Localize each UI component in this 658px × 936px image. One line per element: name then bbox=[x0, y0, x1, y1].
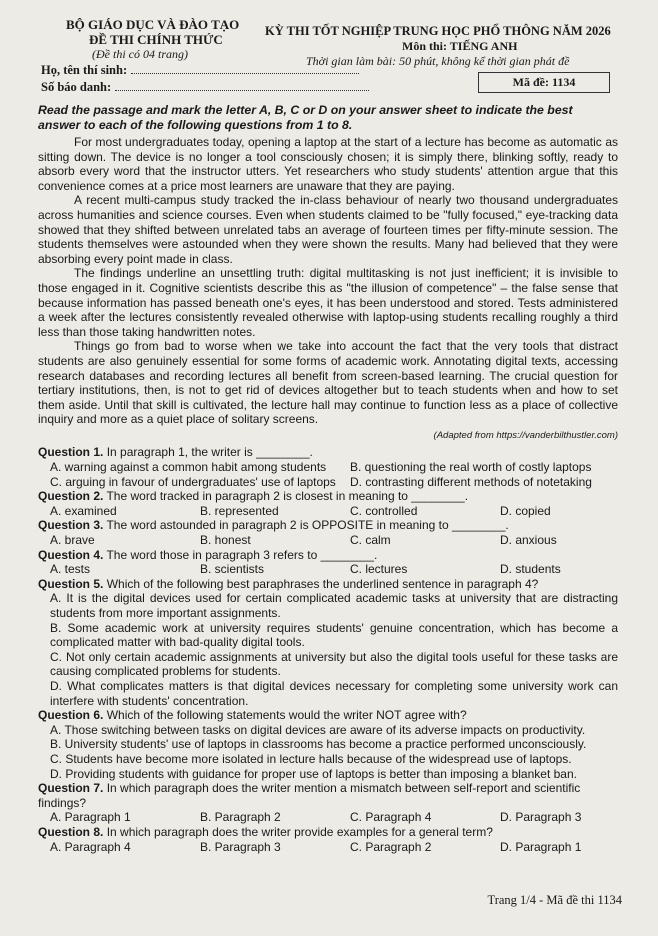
question-number: Question 5. bbox=[38, 576, 104, 591]
option-d: D. contrasting different methods of notetaking bbox=[350, 474, 592, 489]
question-6 bbox=[38, 708, 618, 781]
option-d: D. Paragraph 3 bbox=[500, 810, 582, 825]
option-b: B. University students' use of laptops in classrooms has become a practice performed unconsciously. bbox=[50, 737, 587, 752]
passage-paragraph-4: Things go from bad to worse when we take into account the fact that the very tools that distract students are also genuinely essential for some forms of academic work. Annotating digital texts, accessing research databases and recording lectures all benefit from screen-based learning. The crucial question for tertiary institutions, then, is not to get rid of devices altogether but to teach students when and how to set them aside. Until that skill is cultivated, the lecture hall may continue to function less as a place of collective inquiry and more as a quiet place of solitary screens. bbox=[38, 339, 618, 427]
question-stem: Which of the following statements would the writer NOT agree with? bbox=[106, 708, 467, 723]
passage-paragraph-3: The findings underline an unsettling truth: digital multitasking is not just inefficient; it is invisible to those engaged in it. Cognitive scientists describe this as "the illusion of competence" – the false sense that because information has passed beneath one's eyes, it has been understood and stored. Tests administered a week after the lectures consistently revealed otherwise with laptop-using students recalling roughly a third less than those taking handwritten notes. bbox=[38, 266, 618, 339]
id-label: Số báo danh: bbox=[41, 80, 112, 94]
option-b: B. represented bbox=[200, 503, 279, 518]
option-d: D. copied bbox=[500, 503, 551, 518]
option-d: D. students bbox=[500, 562, 561, 577]
option-c: C. lectures bbox=[350, 562, 408, 577]
option-c: C. Paragraph 2 bbox=[350, 839, 432, 854]
option-a: A. tests bbox=[50, 562, 91, 577]
option-a: A. Paragraph 1 bbox=[50, 810, 131, 825]
option-a: A. It is the digital devices used for certain complicated academic tasks at university that are distracting students from more important assignments. bbox=[50, 591, 618, 620]
question-stem: The word astounded in paragraph 2 is OPPOSITE in meaning to ________. bbox=[106, 518, 509, 533]
question-number: Question 1. bbox=[38, 445, 104, 460]
option-b: B. Paragraph 3 bbox=[200, 839, 281, 854]
option-a: A. Those switching between tasks on digital devices are aware of its adverse impacts on productivity. bbox=[50, 722, 586, 737]
instruction: Read the passage and mark the letter A, B, C or D on your answer sheet to indicate the best answer to each of the following questions from 1 to 8. bbox=[38, 103, 573, 132]
option-a: A. brave bbox=[50, 533, 95, 548]
question-stem: In paragraph 1, the writer is ________. bbox=[106, 445, 313, 460]
page-footer: Trang 1/4 - Mã đề thi 1134 bbox=[487, 893, 622, 907]
options bbox=[50, 460, 618, 489]
question-stem: The word tracked in paragraph 2 is closest in meaning to ________. bbox=[106, 489, 469, 504]
options bbox=[50, 840, 618, 855]
exam-header bbox=[0, 0, 658, 100]
option-c: C. Paragraph 4 bbox=[350, 810, 432, 825]
option-a: A. Paragraph 4 bbox=[50, 839, 131, 854]
exam-title: KỲ THI TỐT NGHIỆP TRUNG HỌC PHỔ THÔNG NĂM 2026 bbox=[265, 24, 611, 38]
option-b: B. scientists bbox=[200, 562, 265, 577]
name-label: Họ, tên thí sinh: bbox=[41, 63, 128, 77]
question-5 bbox=[38, 577, 618, 708]
question-number: Question 7. bbox=[38, 781, 104, 796]
option-d: D. What complicates matters is that digital devices necessary for completing some university work can interfere with students' concentration. bbox=[50, 678, 618, 708]
options bbox=[50, 810, 618, 825]
question-2 bbox=[38, 489, 618, 518]
question-number: Question 4. bbox=[38, 547, 104, 562]
option-a: A. warning against a common habit among students bbox=[50, 460, 327, 475]
option-c: C. Students have become more isolated in lecture halls because of the widespread use of laptops. bbox=[50, 751, 572, 766]
option-c: C. arguing in favour of undergraduates' use of laptops bbox=[50, 474, 336, 489]
passage-source: (Adapted from https://vanderbilthustler.com) bbox=[433, 429, 618, 441]
options bbox=[50, 504, 618, 519]
option-b: B. Paragraph 2 bbox=[200, 810, 281, 825]
option-c: C. controlled bbox=[350, 503, 418, 518]
option-d: D. Paragraph 1 bbox=[500, 839, 582, 854]
pages-note: (Đề thi có 04 trang) bbox=[92, 47, 188, 61]
option-c: C. Not only certain academic assignments at university but also the digital tools useful for these tasks are causing complicated problems for students. bbox=[50, 649, 618, 679]
option-d: D. anxious bbox=[500, 533, 557, 548]
time-label: Thời gian làm bài: 50 phút, không kể thời gian phát đề bbox=[306, 54, 570, 68]
question-number: Question 2. bbox=[38, 489, 104, 504]
id-blank bbox=[115, 90, 369, 91]
exam-code-box: Mã đề: 1134 bbox=[478, 72, 610, 93]
options bbox=[50, 533, 618, 548]
option-b: B. questioning the real worth of costly laptops bbox=[350, 460, 592, 475]
name-blank bbox=[131, 73, 359, 74]
question-number: Question 3. bbox=[38, 518, 104, 533]
name-field bbox=[41, 63, 359, 78]
ministry-title: BỘ GIÁO DỤC VÀ ĐÀO TẠO bbox=[66, 17, 240, 32]
question-number: Question 6. bbox=[38, 708, 104, 723]
passage-paragraph-2: A recent multi-campus study tracked the in-class behaviour of nearly two thousand undergraduates across humanities and science courses. Even when students claimed to be "fully focused," eye-tracking data showed that they shifted between unrelated tabs an average of fourteen times per fifty-minute session. The students themselves were astounded when they were shown the results. Many had believed that they were absorbing every point made in class. bbox=[38, 193, 618, 266]
option-a: A. examined bbox=[50, 503, 117, 518]
option-b: B. Some academic work at university requires students' genuine concentration, which has become a complicated matter with bad-quality digital tools. bbox=[50, 620, 618, 650]
subject-label: Môn thi: TIẾNG ANH bbox=[402, 39, 518, 53]
id-field bbox=[41, 80, 369, 95]
question-stem: Which of the following best paraphrases the underlined sentence in paragraph 4? bbox=[106, 576, 539, 591]
question-3 bbox=[38, 518, 618, 547]
question-stem: In which paragraph does the writer mention a mismatch between self-report and scientific findings? bbox=[38, 781, 581, 810]
exam-content bbox=[38, 103, 618, 854]
option-b: B. honest bbox=[200, 533, 251, 548]
question-8 bbox=[38, 825, 618, 854]
question-1 bbox=[38, 445, 618, 489]
question-4 bbox=[38, 548, 618, 577]
option-d: D. Providing students with guidance for proper use of laptops is better than imposing a blanket ban. bbox=[50, 766, 577, 781]
question-stem: In which paragraph does the writer provide examples for a general term? bbox=[106, 824, 493, 839]
question-stem: The word those in paragraph 3 refers to ________. bbox=[106, 547, 378, 562]
official-label: ĐỀ THI CHÍNH THỨC bbox=[89, 32, 223, 47]
question-number: Question 8. bbox=[38, 824, 104, 839]
options bbox=[50, 562, 618, 577]
passage-paragraph-1: For most undergraduates today, opening a laptop at the start of a lecture has become as automatic as sitting down. The device is no longer a tool consciously chosen; it is simply there, blinking softly, ready to absorb every word that the instructor utters. Yet researchers who study students' attention argue that this convenience comes at a price most learners are unaware that they are paying. bbox=[38, 135, 618, 193]
option-c: C. calm bbox=[350, 533, 391, 548]
question-7 bbox=[38, 781, 618, 825]
